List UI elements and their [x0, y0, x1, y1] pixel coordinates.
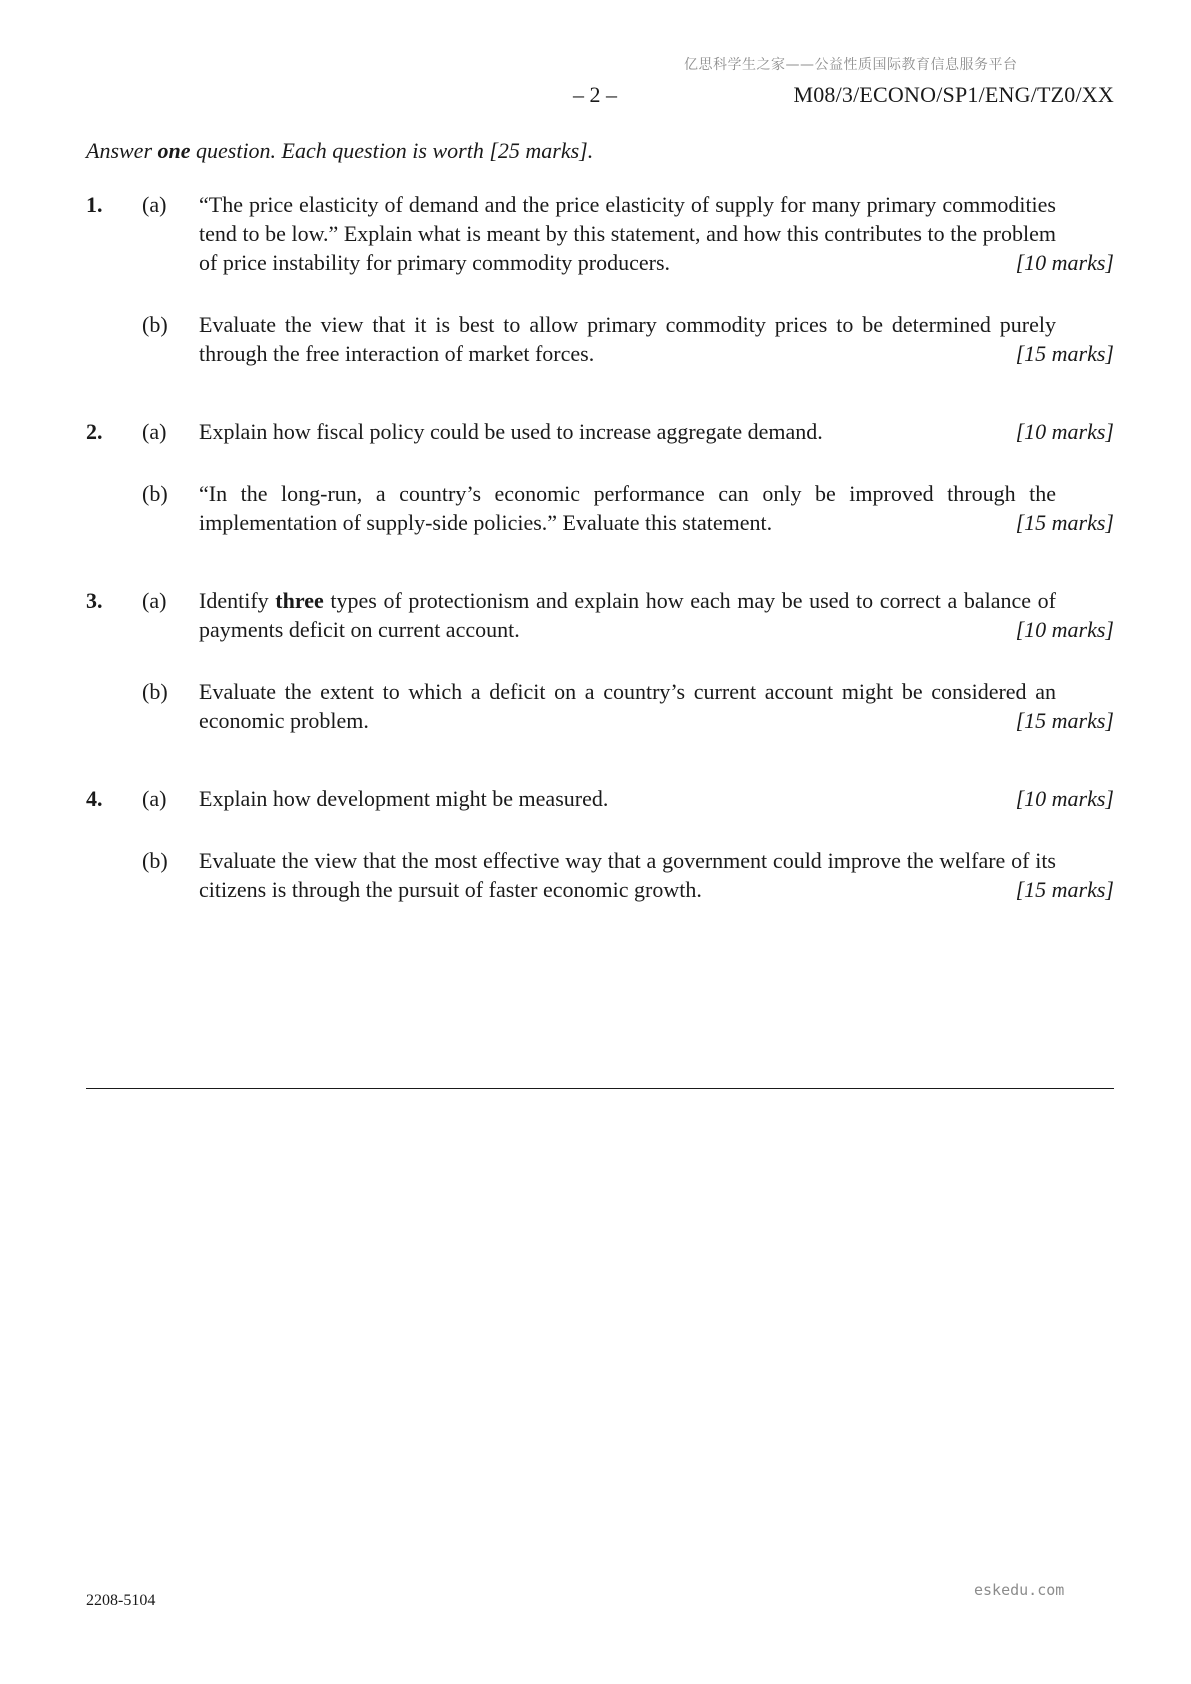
part-text: Evaluate the view that the most effective way that a government could improve the welfare of its citizens is through the pursuit of faster economic growth.	[199, 848, 1056, 902]
page-number: – 2 –	[573, 82, 617, 107]
part-text-before: Identify	[199, 588, 276, 613]
instructions-emphasis: one	[157, 138, 191, 163]
part-label: (a)	[142, 588, 167, 613]
part-label: (a)	[142, 786, 167, 811]
question-1	[86, 190, 1114, 368]
question-1-part-a	[86, 190, 1114, 277]
question-number: 1.	[86, 192, 103, 217]
part-text: Explain how fiscal policy could be used to increase aggregate demand.	[199, 419, 823, 444]
instructions-before: Answer	[86, 138, 158, 163]
part-marks: [15 marks]	[1015, 341, 1114, 366]
question-3-part-b	[86, 677, 1114, 735]
part-label: (a)	[142, 192, 167, 217]
footer-code: 2208-5104	[86, 1592, 156, 1609]
part-label: (b)	[142, 848, 168, 873]
part-marks: [10 marks]	[1015, 786, 1114, 811]
part-marks: [15 marks]	[1015, 510, 1114, 535]
question-list	[86, 190, 1114, 953]
exam-instructions	[86, 138, 593, 164]
watermark-bottom: eskedu.com	[974, 1581, 1065, 1599]
part-marks: [10 marks]	[1015, 419, 1114, 444]
end-divider	[86, 1088, 1114, 1089]
question-2	[86, 417, 1114, 537]
part-label: (b)	[142, 481, 168, 506]
page-header	[0, 82, 1191, 112]
part-marks: [10 marks]	[1015, 250, 1114, 275]
part-text-after: types of protectionism and explain how each may be used to correct a balance of payments deficit on current account.	[199, 588, 1056, 642]
part-text	[199, 586, 1056, 644]
part-label: (a)	[142, 419, 167, 444]
question-4-part-b	[86, 846, 1114, 904]
question-4	[86, 784, 1114, 904]
question-number: 4.	[86, 786, 103, 811]
question-1-part-b	[86, 310, 1114, 368]
question-2-part-a	[86, 417, 1114, 446]
part-label: (b)	[142, 312, 168, 337]
part-text: Explain how development might be measured.	[199, 786, 609, 811]
part-label: (b)	[142, 679, 168, 704]
document-code: M08/3/ECONO/SP1/ENG/TZ0/XX	[793, 82, 1114, 107]
question-3	[86, 586, 1114, 735]
part-text: Evaluate the extent to which a deficit on a country’s current account might be considered an economic problem.	[199, 679, 1056, 733]
instructions-after: question. Each question is worth [25 marks].	[190, 138, 594, 163]
question-4-part-a	[86, 784, 1114, 813]
question-3-part-a	[86, 586, 1114, 644]
question-number: 2.	[86, 419, 103, 444]
part-text: Evaluate the view that it is best to allow primary commodity prices to be determined purely through the free interaction of market forces.	[199, 312, 1056, 366]
watermark-top: 亿思科学生之家——公益性质国际教育信息服务平台	[684, 57, 1018, 73]
part-text: “In the long-run, a country’s economic performance can only be improved through the implementation of supply-side policies.” Evaluate this statement.	[199, 481, 1056, 535]
question-2-part-b	[86, 479, 1114, 537]
part-marks: [10 marks]	[1015, 617, 1114, 642]
part-text: “The price elasticity of demand and the price elasticity of supply for many primary commodities tend to be low.” Explain what is meant by this statement, and how this contributes to the problem of price instability for primary commodity producers.	[199, 192, 1056, 275]
part-marks: [15 marks]	[1015, 877, 1114, 902]
part-text-emphasis: three	[275, 588, 324, 613]
part-marks: [15 marks]	[1015, 708, 1114, 733]
question-number: 3.	[86, 588, 103, 613]
